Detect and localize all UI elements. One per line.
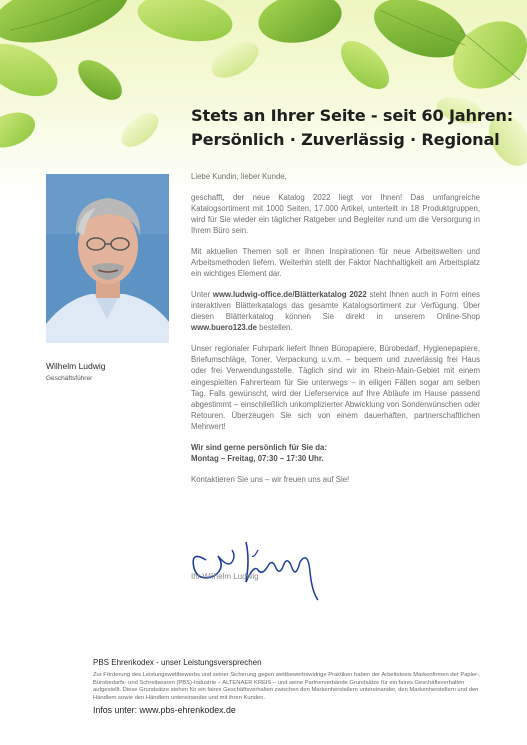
portrait-photo — [46, 174, 169, 343]
person-name: Wilhelm Ludwig — [46, 361, 106, 371]
footer-title: PBS Ehrenkodex - unser Leistungsversprechen — [93, 658, 262, 667]
footer-info-link[interactable]: Infos unter: www.pbs-ehrenkodex.de — [93, 705, 236, 715]
catalog-link[interactable]: www.ludwig-office.de/Blätterkatalog 2022 — [212, 289, 367, 299]
shop-link[interactable]: www.buero123.de — [191, 323, 258, 333]
letter-paragraph-2: Mit aktuellen Themen soll er Ihnen Inspirationen für neue Arbeitswelten und Arbeitsmethoden liefern. Weiterhin stellt der Faktor Nachhaltigkeit am Arbeitsplatz ein wichtiges Element dar. — [191, 246, 480, 279]
paragraph-3-part-a: Unter — [191, 289, 213, 299]
footer — [93, 658, 493, 715]
footer-text: Zur Förderung des Leistungswettbewerbs und seiner Sicherung gegen wettbewerbswidrige Praktiken haben der Arbeitskreis Markenfirmen der Papier-, Bürobedarfs- und Schreibwaren (PBS)-Industrie – ALTENAER KREIS – und seine Partnerverbände Grundsätze für ein faires Geschäftsverhalten aufgestellt. Diese Grundsätze stehen für ein faires Geschäftsverhalten zwischen den Markenherstellern untereinander, den Markenherstellern und den Händlern sowie den Händlern untereinander und mit ihren Kunden. — [93, 672, 481, 701]
portrait-photo-icon — [46, 174, 169, 343]
person-role: Geschäftsführer — [46, 375, 93, 382]
signature-name: Ihr Wilhelm Ludwig — [191, 572, 259, 581]
page-heading — [191, 104, 521, 152]
heading-line-1: Stets an Ihrer Seite - seit 60 Jahren: — [191, 106, 514, 125]
handwritten-signature-icon — [188, 520, 338, 605]
opening-hours — [191, 442, 480, 464]
letter-salutation: Liebe Kundin, lieber Kunde, — [191, 172, 287, 181]
letter-paragraph-1: geschafft, der neue Katalog 2022 liegt vor Ihnen! Das umfangreiche Katalogsortiment mit 1000 Seiten, 17.000 Artikel, unterteilt in 18 Produktgruppen, wird für Sie wieder ein täglicher Ratgeber und Begleiter rund um die Versorgung in Ihrem Büro sein. — [191, 192, 480, 236]
paragraph-3-part-b: steht Ihnen auch in Form eines interaktiven Blätterkatalogs das gesamte Katalogsortiment zur Verfügung. Über diesen Blätterkatalog können Sie direkt in unserem Online-Shop — [191, 289, 480, 322]
heading-line-2: Persönlich · Zuverlässig · Regional — [191, 130, 500, 149]
hours-intro: Wir sind gerne persönlich für Sie da: — [191, 443, 327, 453]
letter-closing: Kontaktieren Sie uns – wir freuen uns auf Sie! — [191, 474, 350, 484]
letter-body — [191, 171, 480, 494]
letter-paragraph-4: Unser regionaler Fuhrpark liefert Ihnen Büropapiere, Bürobedarf, Hygienepapiere, Briefumschläge, Toner, Verpackung u.v.m. – bequem und zuverlässig frei Haus oder frei Verwendungsstelle. Täglich sind wir im Rhein-Main-Gebiet mit einem eingespielten Fahrerteam für Sie unterwegs – in eiligen Fällen sogar am selben Tag. Falls gewünscht, wird der Lieferservice auf Ihre Abläufe im Hause passend abgestimmt – einschließlich unkomplizierter Abwicklung von Sonderwünschen oder Retouren. Überzeugen Sie sich von einem dauerhaften, partnerschaftlichen Mehrwert! — [191, 344, 480, 432]
letter-paragraph-3 — [191, 289, 480, 334]
hours-times: Montag – Freitag, 07:30 – 17:30 Uhr. — [191, 454, 324, 464]
paragraph-3-part-c: bestellen. — [257, 323, 293, 333]
